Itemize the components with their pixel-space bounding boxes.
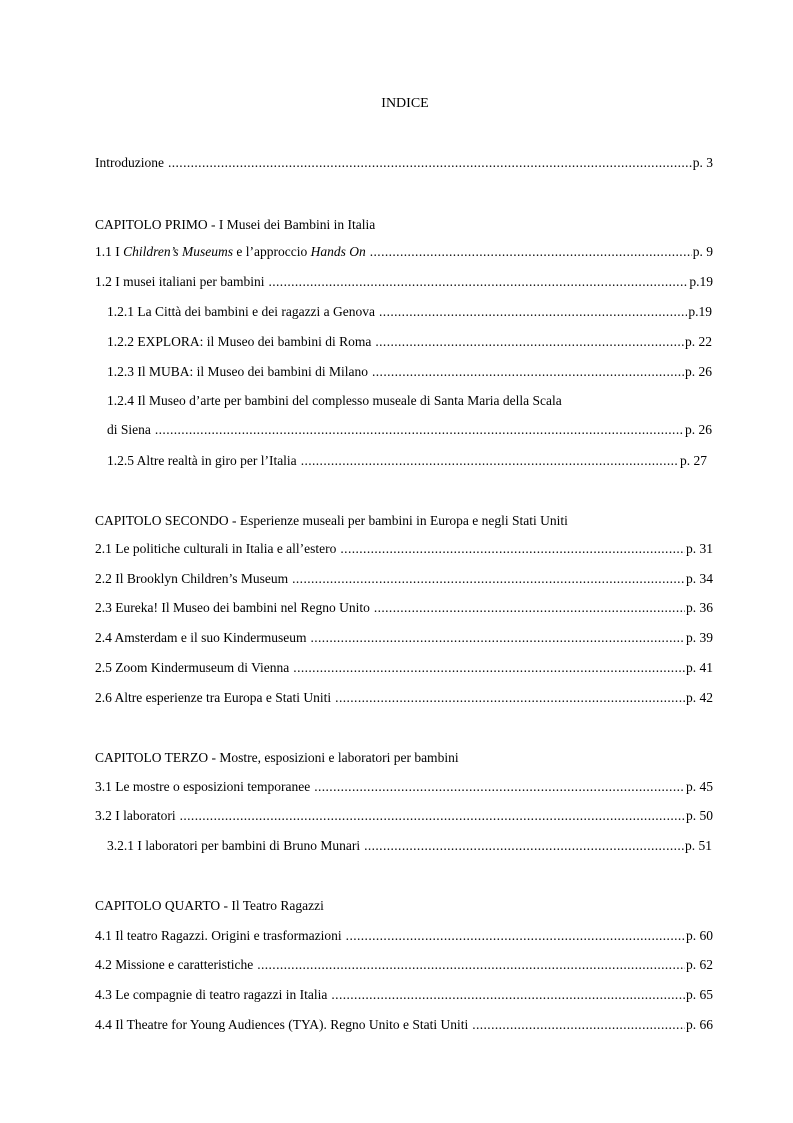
toc-subentry: 1.2.5 Altre realtà in giro per l’Italia ..... p. 27	[107, 453, 707, 473]
toc-subentry-first-line: 1.2.4 Il Museo d’arte per bambini del complesso museale di Santa Maria della Scala	[107, 393, 562, 408]
chapter-heading: CAPITOLO SECONDO - Esperienze museali per bambini in Europa e negli Stati Uniti	[95, 513, 568, 528]
toc-entry: 3.2 I laboratori ..... p. 50	[95, 808, 713, 828]
toc-subentry: 1.2.3 Il MUBA: il Museo dei bambini di Milano ..... p. 26	[107, 364, 712, 384]
toc-entry: 4.2 Missione e caratteristiche ..... p. 62	[95, 957, 713, 977]
toc-subentry: di Siena ..... p. 26	[107, 422, 712, 442]
page-title: INDICE	[381, 96, 429, 111]
toc-subentry: 1.2.1 La Città dei bambini e dei ragazzi a Genova ..... p.19	[107, 304, 712, 324]
toc-entry: 2.3 Eureka! Il Museo dei bambini nel Regno Unito ..... p. 36	[95, 600, 713, 620]
toc-subentry: 3.2.1 I laboratori per bambini di Bruno Munari ..... p. 51	[107, 838, 712, 858]
toc-entry: 2.2 Il Brooklyn Children’s Museum ..... p. 34	[95, 571, 713, 591]
chapter-heading: CAPITOLO TERZO - Mostre, esposizioni e laboratori per bambini	[95, 750, 459, 765]
chapter-heading: CAPITOLO PRIMO - I Musei dei Bambini in Italia	[95, 217, 376, 232]
toc-entry: 4.1 Il teatro Ragazzi. Origini e trasformazioni ..... p. 60	[95, 928, 713, 948]
toc-entry: 1.1 I Children’s Museums e l’approccio Hands On ..... p. 9	[95, 244, 713, 264]
toc-entry: 3.1 Le mostre o esposizioni temporanee ..... p. 45	[95, 779, 713, 799]
toc-entry: 4.4 Il Theatre for Young Audiences (TYA). Regno Unito e Stati Uniti ..... p. 66	[95, 1017, 713, 1037]
toc-entry: 2.1 Le politiche culturali in Italia e all’estero ..... p. 31	[95, 541, 713, 561]
toc-entry: 1.2 I musei italiani per bambini ..... p.19	[95, 274, 713, 294]
toc-entry: 2.4 Amsterdam e il suo Kindermuseum ..... p. 39	[95, 630, 713, 650]
toc-entry: 4.3 Le compagnie di teatro ragazzi in Italia ..... p. 65	[95, 987, 713, 1007]
dot-leader	[168, 155, 692, 171]
toc-entry: 2.6 Altre esperienze tra Europa e Stati Uniti ..... p. 42	[95, 690, 713, 710]
chapter-heading: CAPITOLO QUARTO - Il Teatro Ragazzi	[95, 898, 324, 913]
toc-entry: 2.5 Zoom Kindermuseum di Vienna ..... p. 41	[95, 660, 713, 680]
toc-entry-intro: Introduzione ..... p. 3	[95, 155, 713, 175]
toc-subentry: 1.2.2 EXPLORA: il Museo dei bambini di Roma ..... p. 22	[107, 334, 712, 354]
